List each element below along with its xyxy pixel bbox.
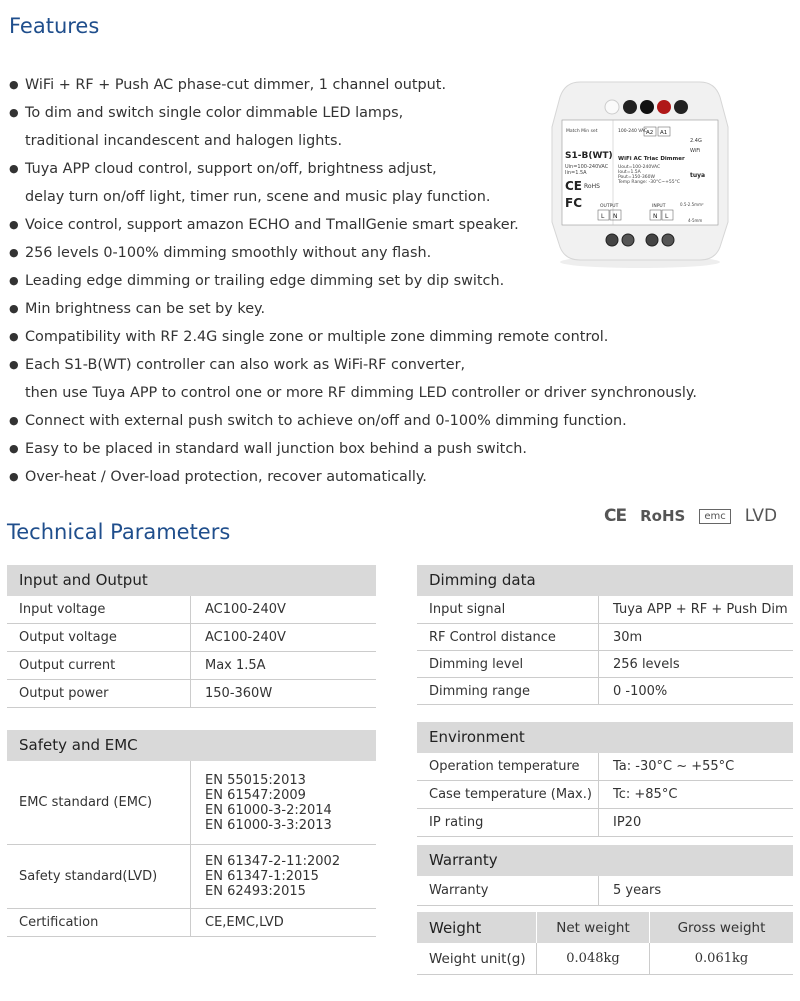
dimming-data-table: [417, 565, 793, 705]
feature-text: Leading edge dimming or trailing edge dimming set by dip switch.: [25, 273, 505, 289]
standard-line: EN 61000-3-2:2014: [205, 802, 332, 818]
input-label: INPUT: [652, 204, 666, 209]
feature-item: [9, 351, 697, 407]
feature-item: [9, 323, 689, 351]
param-value: AC100-240V: [190, 596, 376, 623]
device-spec-iin: Iin=1.5A: [565, 170, 587, 176]
standard-line: EN 61347-1:2015: [205, 869, 319, 884]
table-row: [7, 845, 376, 909]
param-label: Dimming level: [429, 656, 524, 672]
feature-text: Compatibility with RF 2.4G single zone or multiple zone dimming remote control.: [25, 329, 609, 345]
svg-text:WiFi: WiFi: [690, 148, 701, 154]
table-row: [7, 652, 376, 680]
rohs-mark: RoHS: [584, 183, 600, 190]
gross-weight-value: 0.061kg: [649, 943, 793, 974]
param-label: Output voltage: [19, 630, 117, 645]
table-row: [7, 909, 376, 937]
bullet-icon: ●: [9, 106, 19, 119]
table-row: [7, 596, 376, 624]
svg-text:N: N: [653, 213, 658, 220]
svg-text:Uout=100-240VAC: Uout=100-240VAC: [618, 165, 661, 170]
tuya-logo: tuya: [690, 172, 706, 179]
param-value: 5 years: [598, 876, 793, 905]
param-label: Warranty: [429, 883, 489, 898]
standard-line: EN 61347-2-11:2002: [205, 854, 341, 869]
svg-text:0.5-2.5mm²: 0.5-2.5mm²: [680, 202, 704, 207]
ce-logo: CE: [604, 506, 627, 526]
feature-text: delay turn on/off light, timer run, scene and music play function.: [25, 189, 491, 205]
feature-item: [9, 435, 689, 463]
svg-text:L: L: [601, 213, 605, 220]
feature-item: [9, 407, 689, 435]
col-net-weight: Net weight: [536, 912, 649, 943]
feature-item: [9, 295, 689, 323]
param-label: Input signal: [429, 602, 506, 617]
warranty-table: [417, 845, 793, 906]
device-model: S1-B(WT): [565, 151, 613, 161]
table-header: Weight: [429, 918, 482, 937]
param-value: [190, 761, 376, 844]
safety-emc-table: [7, 730, 376, 937]
standard-line: EN 62493:2015: [205, 884, 306, 899]
table-row: [7, 761, 376, 845]
table-row: [417, 809, 793, 837]
param-label: Dimming range: [429, 683, 530, 699]
param-label: Safety standard(LVD): [19, 869, 158, 884]
input-output-table: [7, 565, 376, 708]
svg-text:N: N: [613, 213, 618, 220]
feature-text: Voice control, support amazon ECHO and TmallGenie smart speaker.: [25, 217, 519, 233]
table-header: Warranty: [417, 845, 793, 876]
param-value: CE,EMC,LVD: [190, 909, 376, 936]
param-value: IP20: [598, 809, 793, 836]
table-row: [417, 943, 793, 975]
features-title: Features: [9, 14, 100, 38]
feature-text: 256 levels 0-100% dimming smoothly without any flash.: [25, 245, 432, 261]
svg-text:Iout=1.5A: Iout=1.5A: [618, 170, 641, 175]
svg-text:Temp Range: -30°C~+55°C: Temp Range: -30°C~+55°C: [618, 180, 681, 185]
svg-text:4-5mm: 4-5mm: [688, 218, 703, 223]
output-label: OUTPUT: [600, 204, 619, 209]
table-row: [417, 753, 793, 781]
param-label: Output power: [19, 686, 109, 701]
emc-logo: emc: [699, 509, 730, 524]
dimmer-device-illustration: [540, 72, 740, 272]
param-value: 30m: [598, 624, 793, 650]
param-label: Input voltage: [19, 602, 106, 617]
standard-line: EN 61000-3-3:2013: [205, 817, 332, 833]
standard-line: EN 55015:2013: [205, 772, 306, 788]
feature-text: Tuya APP cloud control, support on/off, brightness adjust,: [25, 161, 437, 177]
certification-logos: [604, 504, 777, 528]
table-row: [417, 596, 793, 624]
param-value: Max 1.5A: [190, 652, 376, 679]
param-value: Tuya APP + RF + Push Dim: [598, 596, 793, 623]
svg-text:100-240 VAC: 100-240 VAC: [618, 129, 648, 134]
table-row: [417, 624, 793, 651]
technical-parameters-title: Technical Parameters: [7, 520, 231, 544]
param-label: Certification: [19, 915, 99, 930]
param-value: Ta: -30°C ~ +55°C: [598, 753, 793, 780]
table-header: Dimming data: [417, 565, 793, 596]
table-row: [417, 781, 793, 809]
table-header: Input and Output: [7, 565, 376, 596]
fc-mark: FC: [565, 196, 583, 210]
table-header-row: [417, 912, 793, 943]
feature-text: WiFi + RF + Push AC phase-cut dimmer, 1 channel output.: [25, 77, 447, 93]
feature-text: To dim and switch single color dimmable LED lamps,: [25, 105, 404, 121]
feature-text: traditional incandescent and halogen lights.: [25, 133, 343, 149]
param-value: [190, 845, 376, 908]
svg-text:A1: A1: [660, 130, 668, 136]
svg-text:Pout=150-360W: Pout=150-360W: [618, 175, 655, 180]
bullet-icon: ●: [9, 218, 19, 231]
environment-table: [417, 722, 793, 837]
net-weight-value: 0.048kg: [536, 943, 649, 974]
svg-text:L: L: [665, 213, 669, 220]
param-value: 256 levels: [598, 651, 793, 677]
param-value: AC100-240V: [190, 624, 376, 651]
table-header: Environment: [417, 722, 793, 753]
feature-text: Each S1-B(WT) controller can also work as WiFi-RF converter,: [25, 357, 466, 373]
table-row: [417, 876, 793, 906]
feature-text: then use Tuya APP to control one or more RF dimming LED controller or driver synchronously.: [25, 385, 697, 401]
device-image: [540, 72, 740, 272]
col-gross-weight: Gross weight: [649, 912, 793, 943]
param-value: 150-360W: [190, 680, 376, 707]
bullet-icon: ●: [9, 274, 19, 287]
bullet-icon: ●: [9, 246, 19, 259]
bullet-icon: ●: [9, 330, 19, 343]
param-value: 0 -100%: [598, 678, 793, 704]
standard-line: EN 61547:2009: [205, 787, 306, 803]
feature-item: [9, 463, 689, 491]
table-row: [417, 678, 793, 705]
device-spec-uin: Uin=100-240VAC: [565, 164, 609, 170]
table-row: [7, 624, 376, 652]
table-row: [417, 651, 793, 678]
svg-text:A2: A2: [646, 130, 654, 136]
rohs-logo: RoHS: [640, 507, 686, 525]
weight-table: [417, 912, 793, 975]
bullet-icon: ●: [9, 442, 19, 455]
feature-text: Easy to be placed in standard wall junction box behind a push switch.: [25, 441, 527, 457]
bullet-icon: ●: [9, 162, 19, 175]
device-subtitle: WiFi AC Triac Dimmer: [618, 156, 685, 162]
param-label: Weight unit(g): [429, 950, 526, 967]
feature-text: Connect with external push switch to achieve on/off and 0-100% dimming function.: [25, 413, 627, 429]
feature-text: Over-heat / Over-load protection, recover automatically.: [25, 469, 427, 485]
param-label: Operation temperature: [429, 759, 580, 774]
lvd-logo: LVD: [744, 506, 778, 526]
param-label: EMC standard (EMC): [19, 795, 153, 810]
param-value: Tc: +85°C: [598, 781, 793, 808]
param-label: Output current: [19, 658, 116, 673]
bullet-icon: ●: [9, 470, 19, 483]
bullet-icon: ●: [9, 414, 19, 427]
param-label: Case temperature (Max.): [429, 787, 592, 802]
match-text: Match Min set: [566, 129, 598, 134]
param-label: RF Control distance: [429, 629, 556, 645]
ce-mark: CE: [565, 179, 583, 193]
feature-text: Min brightness can be set by key.: [25, 301, 266, 317]
param-label: IP rating: [429, 815, 484, 830]
table-header: Safety and EMC: [7, 730, 376, 761]
svg-text:2.4G: 2.4G: [690, 138, 702, 144]
bullet-icon: ●: [9, 302, 19, 315]
bullet-icon: ●: [9, 78, 19, 91]
bullet-icon: ●: [9, 358, 19, 371]
table-row: [7, 680, 376, 708]
